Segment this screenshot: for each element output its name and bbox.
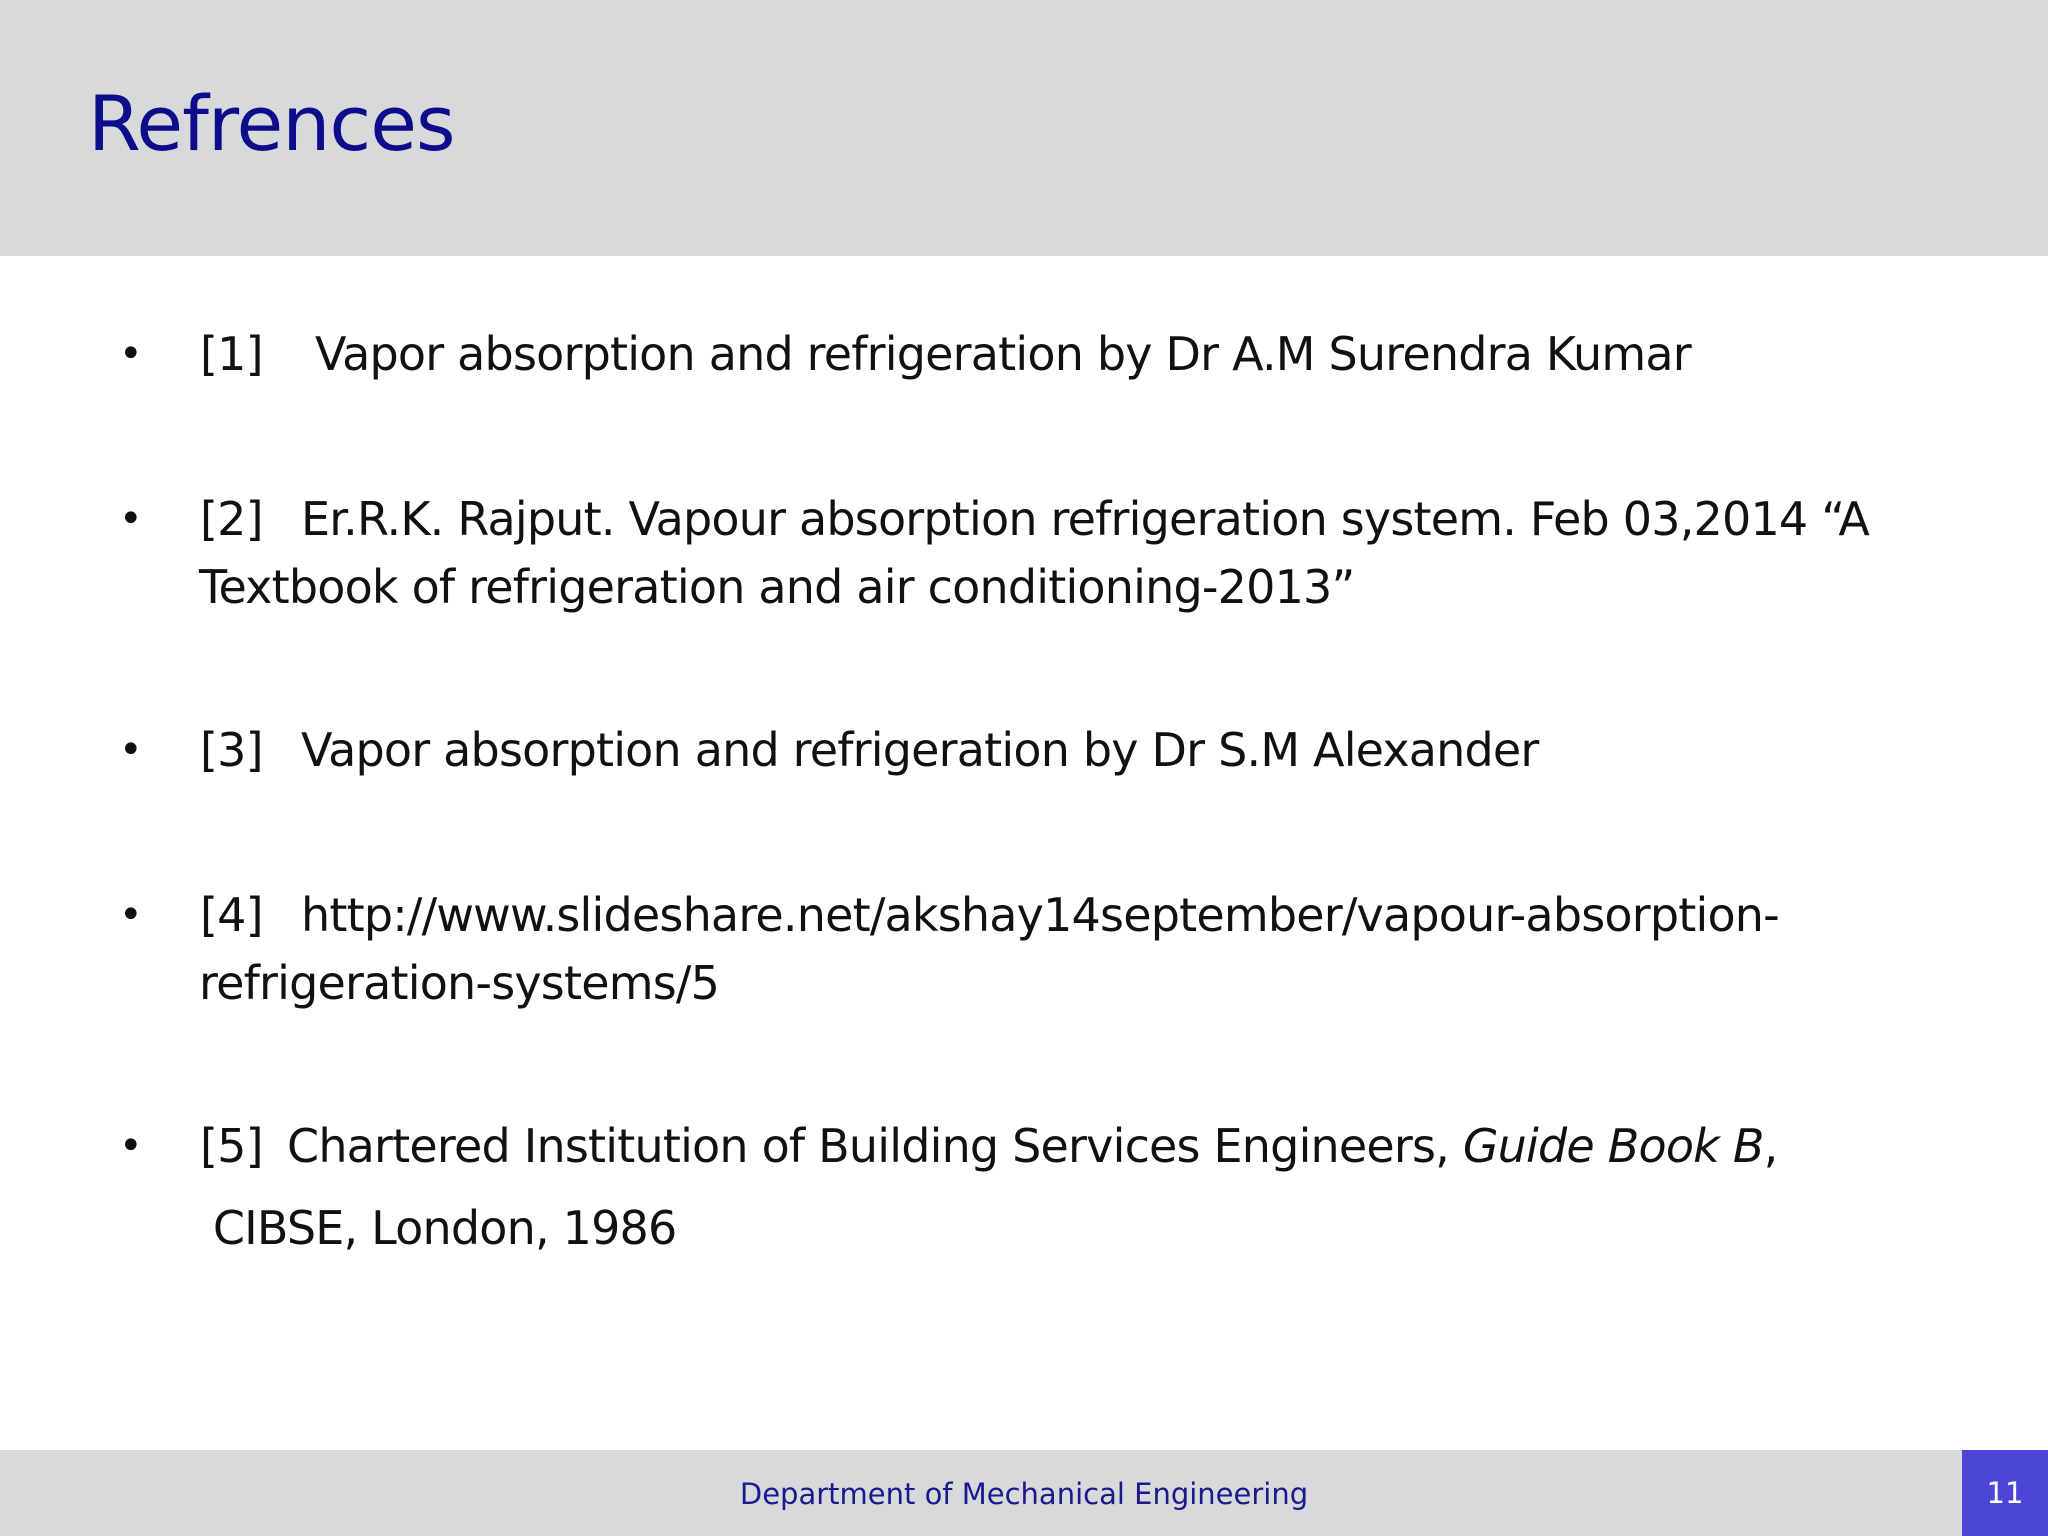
reference-book-title: Guide Book B <box>1462 1119 1764 1173</box>
reference-url: http://www.slideshare.net/akshay14september/vapour-absorption- <box>301 888 1779 942</box>
reference-number: [5] <box>200 1119 263 1173</box>
reference-number: [2] <box>200 492 263 546</box>
reference-text: Vapor absorption and refrigeration by Dr A.M Surendra Kumar <box>315 327 1691 381</box>
reference-number: [3] <box>200 723 263 777</box>
bullet-icon: • <box>119 331 142 377</box>
footer-department: Department of Mechanical Engineering <box>739 1477 1309 1511</box>
page-number-box <box>1962 1450 2048 1536</box>
bullet-icon: • <box>119 727 142 773</box>
slide-title: Refrences <box>88 79 455 168</box>
reference-url-continued: refrigeration-systems/5 <box>199 956 720 1010</box>
reference-text-continued: Textbook of refrigeration and air conditioning-2013” <box>199 560 1355 614</box>
reference-text: Vapor absorption and refrigeration by Dr S.M Alexander <box>301 723 1539 777</box>
title-bar <box>0 0 2048 256</box>
reference-number: [1] <box>200 327 263 381</box>
page-number: 11 <box>1986 1476 2024 1510</box>
reference-author: Chartered Institution of Building Services Engineers, <box>287 1119 1463 1173</box>
bullet-icon: • <box>119 496 142 542</box>
reference-text-continued: CIBSE, London, 1986 <box>199 1201 677 1255</box>
reference-number: [4] <box>200 888 263 942</box>
bullet-icon: • <box>119 892 142 938</box>
reference-text: Er.R.K. Rajput. Vapour absorption refrigeration system. Feb 03,2014 “A <box>301 492 1869 546</box>
reference-punctuation: , <box>1763 1119 1778 1173</box>
reference-text <box>287 1112 1777 1180</box>
bullet-icon: • <box>119 1123 142 1169</box>
